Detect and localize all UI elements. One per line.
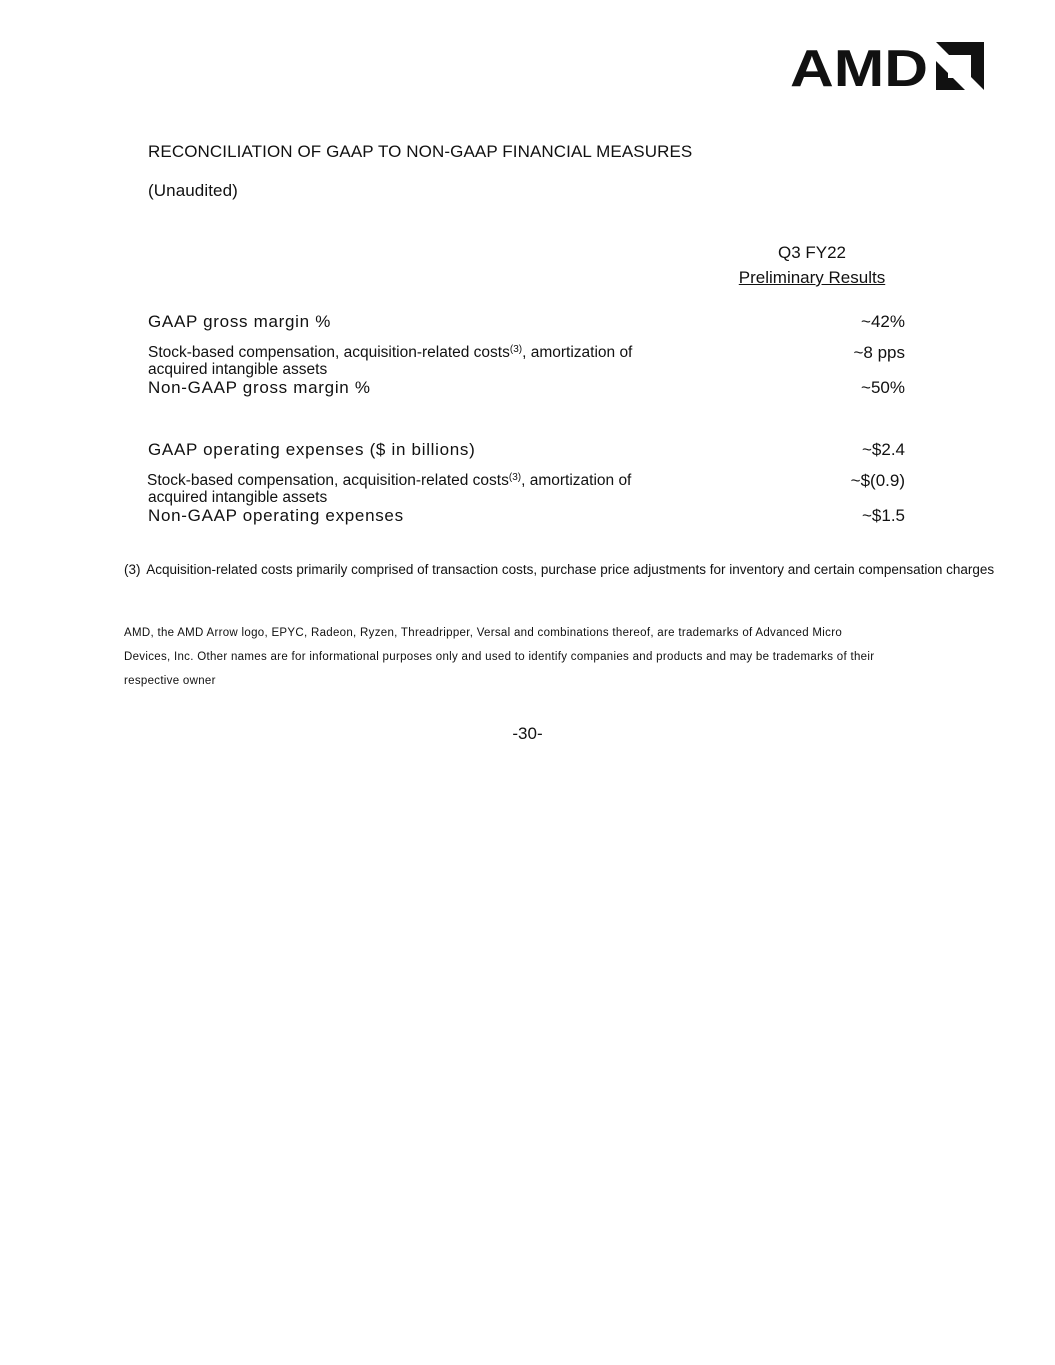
row-label-non-gaap-opex: Non-GAAP operating expenses: [148, 506, 404, 525]
row-value-gaap-gross-margin: ~42%: [861, 312, 905, 331]
page-title: RECONCILIATION OF GAAP TO NON-GAAP FINANCIAL MEASURES: [148, 142, 693, 161]
row-label-non-gaap-gross-margin: Non-GAAP gross margin %: [148, 378, 371, 397]
legal-line-2: Devices, Inc. Other names are for informational purposes only and used to identify companies and products and may be trademarks of their: [124, 651, 875, 663]
adjustment-label-line2: acquired intangible assets: [148, 361, 328, 378]
row-label-adjustments-opex: [147, 472, 631, 506]
amd-arrow-icon: [936, 42, 984, 90]
row-value-non-gaap-opex: ~$1.5: [861, 506, 905, 525]
footnote-ref: (3): [508, 472, 522, 483]
column-header-results: Preliminary Results: [738, 268, 886, 287]
row-label-gaap-gross-margin: GAAP gross margin %: [148, 312, 332, 331]
adjustment-label-text: Stock-based compensation, acquisition-related costs: [148, 344, 510, 361]
adjustment-label-line2: acquired intangible assets: [148, 489, 328, 506]
legal-line-3: respective owner: [124, 675, 216, 687]
footnote: [124, 562, 994, 577]
footnote-text: Acquisition-related costs primarily comprised of transaction costs, purchase price adjustments for inventory and certain compensation charges: [146, 562, 995, 577]
amd-logo-text: AMD: [790, 42, 928, 90]
row-value-adjustments-gross-margin: ~8 pps: [853, 343, 905, 362]
row-value-gaap-opex: ~$2.4: [861, 440, 905, 459]
footnote-ref: (3): [509, 344, 523, 355]
row-value-non-gaap-gross-margin: ~50%: [861, 378, 905, 397]
row-value-adjustments-opex: ~$(0.9): [850, 471, 905, 490]
footnote-marker: (3): [124, 562, 141, 577]
adjustment-label-suffix: , amortization of: [521, 472, 632, 489]
row-label-adjustments-gross-margin: [148, 344, 632, 378]
legal-line-1: AMD, the AMD Arrow logo, EPYC, Radeon, Ryzen, Threadripper, Versal and combinations thereof, are trademarks of Advanced Micro: [124, 627, 843, 639]
row-label-gaap-opex: GAAP operating expenses ($ in billions): [148, 440, 476, 459]
adjustment-label-text: Stock-based compensation, acquisition-related costs: [147, 472, 509, 489]
page-number: -30-: [512, 724, 543, 743]
column-header-period: Q3 FY22: [777, 243, 847, 262]
amd-logo: [790, 42, 984, 90]
adjustment-label-suffix: , amortization of: [522, 344, 633, 361]
page-subtitle: (Unaudited): [148, 181, 238, 200]
